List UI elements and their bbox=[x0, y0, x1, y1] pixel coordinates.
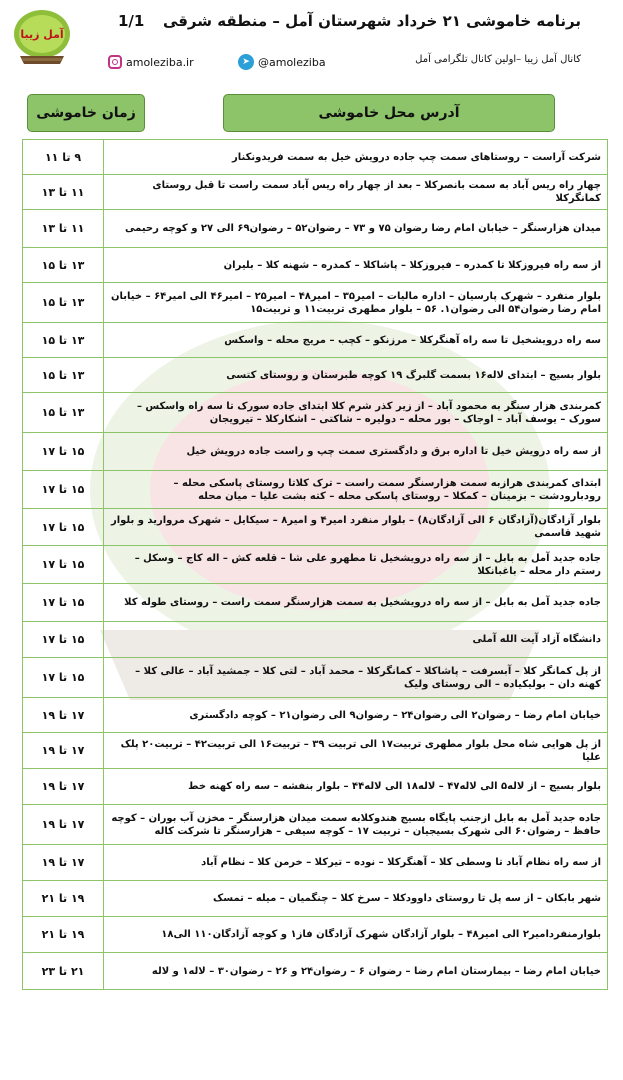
table-row bbox=[23, 471, 607, 509]
outage-time: ۱۳ تا ۱۵ bbox=[23, 393, 104, 432]
outage-time: ۱۱ تا ۱۳ bbox=[23, 210, 104, 247]
outage-address-text: جاده جدید آمل به بابل – از سه راه درویشخیل به سمت هزارسنگر سمت راست – روستای طوله کلا bbox=[124, 597, 601, 608]
outage-address-text: سه راه درویشخیل تا سه راه آهنگرکلا – مرزنکو – کچب – مریج محله – واسکس bbox=[224, 334, 601, 346]
outage-time: ۲۱ تا ۲۳ bbox=[23, 953, 104, 989]
outage-address-text: از سه راه فیروزکلا تا کمدره – فیروزکلا – پاشاکلا – کمدره – شهنه کلا – بلیران bbox=[223, 259, 601, 271]
table-row bbox=[23, 805, 607, 845]
outage-address-text: شرکت آراست – روستاهای سمت چپ جاده درویش خیل به سمت فریدونکنار bbox=[231, 151, 601, 163]
table-row bbox=[23, 433, 607, 471]
outage-address bbox=[104, 509, 607, 545]
outage-address-text: از سه راه درویش خیل تا اداره برق و دادگستری سمت چپ و راست جاده درویش خیل bbox=[186, 446, 601, 457]
table-row bbox=[23, 769, 607, 805]
outage-time: ۱۷ تا ۱۹ bbox=[23, 769, 104, 804]
outage-time: ۱۳ تا ۱۵ bbox=[23, 248, 104, 282]
table-row bbox=[23, 917, 607, 953]
outage-address bbox=[104, 210, 607, 247]
outage-address-text: ابتدای کمربندی هرازبه سمت هزارسنگر سمت راست – ترک کلاتا روستای پاسکی محله – رودبارودشت – بزمینان – کمکلا – روستای پاسکی محله – کته بشت علیا – میان محله bbox=[173, 477, 601, 502]
table-row bbox=[23, 953, 607, 989]
outage-address-text: بلوار بسیج – از لاله۵ الی لاله۴۷ – لاله۱۸ الی لاله۴۴ – بلوار بنفشه – سه راه کهنه خط bbox=[188, 781, 601, 792]
outage-address bbox=[104, 769, 607, 804]
outage-time: ۱۵ تا ۱۷ bbox=[23, 509, 104, 545]
outage-time: ۱۳ تا ۱۵ bbox=[23, 283, 104, 322]
outage-time: ۱۷ تا ۱۹ bbox=[23, 805, 104, 844]
page-title: برنامه خاموشی ۲۱ خرداد شهرستان آمل – منطقه شرقی bbox=[162, 12, 581, 30]
outage-time: ۱۵ تا ۱۷ bbox=[23, 471, 104, 508]
outage-address-text: بلوارمنفردامیر۲ الی امیر۴۸ – بلوار آزادگان شهرک آزادگان فاز۱ و کوچه آزادگان۱۱۰ الی۱۸ bbox=[161, 929, 601, 940]
outage-address-text: شهر بابکان – از سه پل تا روستای داوودکلا – سرخ کلا – چنگمیان – میله – تمسک bbox=[213, 893, 601, 904]
outage-address bbox=[104, 175, 607, 209]
table-row bbox=[23, 283, 607, 323]
telegram-icon: ➤ bbox=[238, 54, 254, 70]
table-row bbox=[23, 248, 607, 283]
outage-address bbox=[104, 845, 607, 880]
column-header-address: آدرس محل خاموشی bbox=[223, 94, 555, 132]
table-row bbox=[23, 210, 607, 248]
outage-address bbox=[104, 805, 607, 844]
outage-time: ۱۷ تا ۱۹ bbox=[23, 733, 104, 768]
outage-address bbox=[104, 953, 607, 989]
page-indicator: 1/1 bbox=[118, 12, 145, 30]
table-row bbox=[23, 175, 607, 210]
table-row bbox=[23, 845, 607, 881]
outage-address-text: از پل کمانگر کلا – آبسرفت – پاشاکلا – کمانگرکلا – محمد آباد – لتی کلا – جمشید آباد – عالی کلا – کهنه دان – بولیکیاده – الی روستای ولیک bbox=[135, 665, 601, 690]
outage-time: ۱۷ تا ۱۹ bbox=[23, 845, 104, 880]
table-row bbox=[23, 358, 607, 393]
outage-address-text: جاده جدید آمل به بابل ازجنب پایگاه بسیج هندوکلابه سمت میدان هزارسنگر – مخزن آب بوران – کوچه حافظ – رضوان۶۰ الی شهرک بسیجیان – تربیت ۱۷ – کوچه سیفی – هزارسنگر تا شرکت کاله bbox=[111, 812, 601, 837]
outage-address bbox=[104, 658, 607, 697]
outage-address bbox=[104, 881, 607, 916]
outage-time: ۱۳ تا ۱۵ bbox=[23, 323, 104, 357]
outage-address-text: خیابان امام رضا – بیمارستان امام رضا – رضوان ۶ – رضوان۲۴ و ۲۶ – رضوان۳۰ – لاله۱ و لاله bbox=[151, 965, 601, 977]
channel-note: کانال آمل زیبا –اولین کانال تلگرامی آمل bbox=[415, 54, 581, 65]
table-row bbox=[23, 733, 607, 769]
outage-address bbox=[104, 433, 607, 470]
outage-time: ۱۵ تا ۱۷ bbox=[23, 433, 104, 470]
outage-address bbox=[104, 471, 607, 508]
table-row bbox=[23, 584, 607, 622]
outage-address bbox=[104, 323, 607, 357]
outage-time: ۱۵ تا ۱۷ bbox=[23, 584, 104, 621]
outage-address bbox=[104, 698, 607, 732]
outage-address bbox=[104, 393, 607, 432]
outage-time: ۱۹ تا ۲۱ bbox=[23, 881, 104, 916]
table-row bbox=[23, 658, 607, 698]
outage-address-text: میدان هزارسنگر – خیابان امام رضا رضوان ۷۵ و ۷۳ – رضوان۵۲ – رضوان۶۹ الی ۲۷ و کوچه رحیمی bbox=[125, 223, 601, 234]
outage-address-text: چهار راه ریس آباد به سمت بانصرکلا – بعد از چهار راه ریس آباد سمت راست تا قبل روستای کمانگرکلا bbox=[152, 180, 601, 204]
outage-address bbox=[104, 733, 607, 768]
outage-address-text: بلوار آزادگان(آزادگان ۶ الی آزادگان۸) – بلوار منفرد امیر۴ و امیر۸ – سیکایل – شهرک مروارید و بلوار شهید قاسمی bbox=[110, 515, 601, 539]
outage-address-text: دانشگاه آزاد آیت الله آملی bbox=[472, 634, 601, 645]
table-row bbox=[23, 881, 607, 917]
outage-address bbox=[104, 622, 607, 657]
outage-time: ۱۵ تا ۱۷ bbox=[23, 622, 104, 657]
outage-address-text: کمربندی هزار سنگر به محمود آباد – از زیر کذر شرم کلا ابتدای جاده سورک تا سه راه واسکس – سورک – یوسف آباد – اوجاک – بور محله – دولیره – شاکتی – اشکارکلا – تیرویجان bbox=[136, 400, 601, 425]
column-header-time: زمان خاموشی bbox=[27, 94, 145, 132]
outage-time: ۱۵ تا ۱۷ bbox=[23, 658, 104, 697]
table-row bbox=[23, 140, 607, 175]
telegram-handle: @amoleziba bbox=[258, 55, 326, 69]
table-row bbox=[23, 698, 607, 733]
outage-time: ۱۹ تا ۲۱ bbox=[23, 917, 104, 952]
table-row bbox=[23, 546, 607, 584]
outage-address-text: جاده جدید آمل به بابل – از سه راه درویشخیل تا مطهرو علی شا – قلعه کش – اله کاج – وسکل – رستم دار محله – باغبانکلا bbox=[134, 552, 601, 577]
outage-address bbox=[104, 546, 607, 583]
outage-address bbox=[104, 358, 607, 392]
outage-time: ۹ تا ۱۱ bbox=[23, 140, 104, 174]
instagram-icon bbox=[108, 55, 122, 69]
table-row bbox=[23, 622, 607, 658]
outage-address-text: خیابان امام رضا – رضوان۲ الی رضوان۲۴ – رضوان۹ الی رضوان۲۱ – کوچه دادگستری bbox=[189, 709, 601, 721]
outage-time: ۱۵ تا ۱۷ bbox=[23, 546, 104, 583]
outage-address bbox=[104, 283, 607, 322]
amoleziba-logo bbox=[10, 6, 74, 70]
table-row bbox=[23, 323, 607, 358]
outage-address bbox=[104, 917, 607, 952]
table-row bbox=[23, 509, 607, 546]
telegram-link[interactable] bbox=[238, 52, 326, 72]
outage-address bbox=[104, 248, 607, 282]
outage-address bbox=[104, 584, 607, 621]
outage-address-text: بلوار منفرد – شهرک پارسیان – اداره مالیات – امیر۳۵ – امیر۴۸ – امیر۲۵ – امیر۴۶ الی امیر۶۴ – خیابان امام رضا رضوان۵۴ الی رضوان۱. ۵۶ – بلوار مطهری تربیت۱۱ و تربیت۱۵ bbox=[111, 290, 601, 315]
outage-time: ۱۳ تا ۱۵ bbox=[23, 358, 104, 392]
outage-address-text: از پل هوایی شاه محل بلوار مطهری تربیت۱۷ الی تربیت ۳۹ – تربیت۱۶ الی تربیت۴۲ – تربیت۲۰ پلک علیا bbox=[120, 738, 601, 763]
outage-time: ۱۷ تا ۱۹ bbox=[23, 698, 104, 732]
instagram-handle: amoleziba.ir bbox=[126, 55, 194, 69]
outage-address bbox=[104, 140, 607, 174]
outage-time: ۱۱ تا ۱۳ bbox=[23, 175, 104, 209]
outage-address-text: بلوار بسیج – ابتدای لاله۱۶ بسمت گلبرگ ۱۹ کوچه طبرستان و روستای کتسی bbox=[226, 369, 601, 381]
svg-text:آمل زیبا: آمل زیبا bbox=[20, 28, 64, 41]
table-row bbox=[23, 393, 607, 433]
instagram-link[interactable] bbox=[108, 52, 194, 72]
outage-address-text: از سه راه نظام آباد تا وسطی کلا – آهنگرکلا – نوده – تیرکلا – خرمن کلا – نظام آباد bbox=[201, 857, 601, 868]
outage-table bbox=[22, 139, 608, 990]
